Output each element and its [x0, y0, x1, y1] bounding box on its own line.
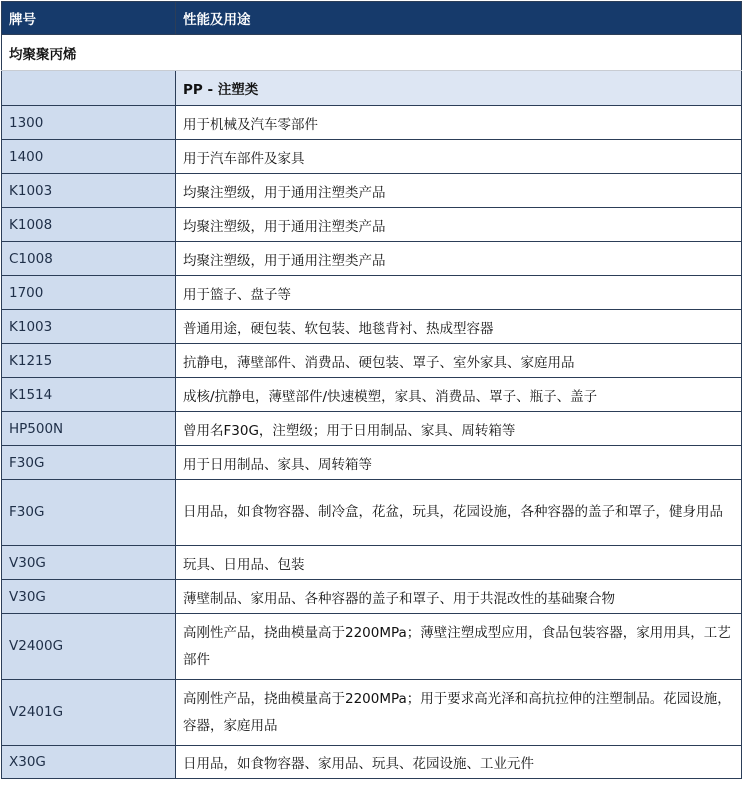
brand-cell: K1003 [2, 310, 176, 344]
brand-cell: 1300 [2, 106, 176, 140]
table-row [2, 746, 742, 779]
brand-cell: K1008 [2, 208, 176, 242]
use-cell: 高刚性产品，挠曲模量高于2200MPa；薄壁注塑成型应用，食品包装容器，家用用具，工艺部件 [176, 614, 742, 680]
use-cell: 用于机械及汽车零部件 [176, 106, 742, 140]
brand-cell: 1400 [2, 140, 176, 174]
use-cell: 均聚注塑级，用于通用注塑类产品 [176, 208, 742, 242]
use-cell: 抗静电，薄壁部件、消费品、硬包装、罩子、室外家具、家庭用品 [176, 344, 742, 378]
use-cell: 曾用名F30G，注塑级；用于日用制品、家具、周转箱等 [176, 412, 742, 446]
use-cell: 用于汽车部件及家具 [176, 140, 742, 174]
table-row [2, 614, 742, 680]
use-cell: 薄壁制品、家用品、各种容器的盖子和罩子、用于共混改性的基础聚合物 [176, 580, 742, 614]
brand-cell: X30G [2, 746, 176, 779]
subheader-row [2, 71, 742, 106]
use-cell: 日用品，如食物容器、家用品、玩具、花园设施、工业元件 [176, 746, 742, 779]
use-cell: 用于篮子、盘子等 [176, 276, 742, 310]
table-row [2, 378, 742, 412]
brand-cell: K1003 [2, 174, 176, 208]
use-cell: 普通用途，硬包装、软包装、地毯背衬、热成型容器 [176, 310, 742, 344]
table-header-row [2, 2, 742, 35]
use-cell: 玩具、日用品、包装 [176, 546, 742, 580]
table-row [2, 174, 742, 208]
subheader-brand [2, 71, 176, 106]
subheader-category: PP - 注塑类 [176, 71, 742, 106]
use-cell: 均聚注塑级，用于通用注塑类产品 [176, 174, 742, 208]
brand-cell: K1215 [2, 344, 176, 378]
table-row [2, 680, 742, 746]
table-row [2, 480, 742, 546]
table-row [2, 242, 742, 276]
use-cell: 日用品，如食物容器、制冷盒，花盆，玩具，花园设施，各种容器的盖子和罩子，健身用品 [176, 480, 742, 546]
brand-cell: V30G [2, 580, 176, 614]
use-cell: 成核/抗静电，薄壁部件/快速模塑，家具、消费品、罩子、瓶子、盖子 [176, 378, 742, 412]
table-row [2, 140, 742, 174]
use-cell: 均聚注塑级，用于通用注塑类产品 [176, 242, 742, 276]
table-row [2, 106, 742, 140]
table-row [2, 412, 742, 446]
brand-cell: 1700 [2, 276, 176, 310]
brand-cell: V2401G [2, 680, 176, 746]
table-row [2, 446, 742, 480]
table-row [2, 546, 742, 580]
section-row [2, 35, 742, 71]
table-row [2, 310, 742, 344]
table-row [2, 580, 742, 614]
table-row [2, 276, 742, 310]
header-use: 性能及用途 [176, 2, 742, 35]
section-title: 均聚聚丙烯 [2, 35, 742, 71]
use-cell: 用于日用制品、家具、周转箱等 [176, 446, 742, 480]
brand-cell: V30G [2, 546, 176, 580]
brand-cell: F30G [2, 480, 176, 546]
header-brand: 牌号 [2, 2, 176, 35]
brand-cell: K1514 [2, 378, 176, 412]
brand-cell: V2400G [2, 614, 176, 680]
table-row [2, 208, 742, 242]
brand-cell: HP500N [2, 412, 176, 446]
use-cell: 高刚性产品，挠曲模量高于2200MPa；用于要求高光泽和高抗拉伸的注塑制品。花园设施，容器，家庭用品 [176, 680, 742, 746]
brand-cell: C1008 [2, 242, 176, 276]
grade-table [1, 1, 742, 779]
brand-cell: F30G [2, 446, 176, 480]
table-row [2, 344, 742, 378]
